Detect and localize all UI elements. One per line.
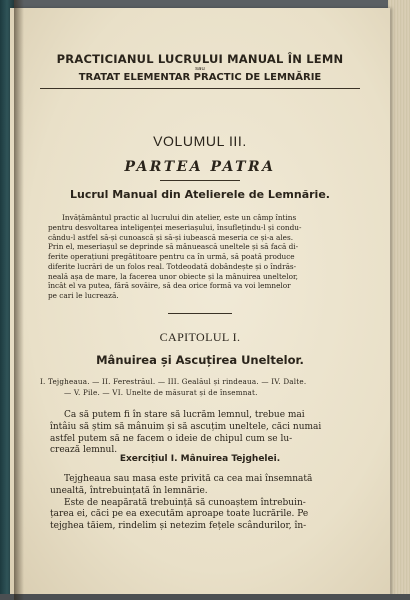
title-connector: sau xyxy=(195,66,205,72)
toc-line: I. Tejgheaua. — II. Ferestrăul. — III. Gealăul și rindeaua. — IV. Dalte. xyxy=(40,377,307,386)
book-subtitle: TRATAT ELEMENTAR PRACTIC DE LEMNĂRIE xyxy=(78,72,322,83)
intro-line: Invățământul practic al lucrului din atelier, este un câmp întins xyxy=(62,213,297,222)
chapter-title: Mânuirea și Ascuțirea Uneltelor. xyxy=(96,353,304,367)
volume-heading: VOLUMUL III. xyxy=(153,133,247,149)
intro-line: pentru desvoltarea inteligenței meseriașului, însuflețindu-l și condu- xyxy=(48,222,302,232)
book-title: PRACTICIANUL LUCRULUI MANUAL ÎN LEMN xyxy=(56,52,344,66)
chapter-line: întâiu să știm să mânuim și să ascuțim uneltele, căci numai xyxy=(50,421,322,432)
intro-line: Prin el, meseriașul se deprinde să mânuească uneltele și să facă di- xyxy=(48,242,299,252)
chapter-line: Ca să putem fi în stare să lucrăm lemnul, trebue mai xyxy=(64,410,305,420)
exercise-text xyxy=(50,474,370,533)
exercise-line: țarea ei, căci pe ea executăm aproape toate lucrările. Pe xyxy=(50,509,309,520)
binding-shadow xyxy=(14,0,24,600)
exercise-line: Tejgheaua sau masa este privită ca cea mai însemnată xyxy=(64,474,313,484)
book-page xyxy=(10,8,390,596)
part-title: Lucrul Manual din Atelierele de Lemnărie. xyxy=(70,188,330,201)
exercise-title: Exercițiul I. Mânuirea Tejghelei. xyxy=(119,454,281,464)
exercise-line: Este de neapărată trebuință să cunoaștem întrebuin- xyxy=(64,497,306,508)
chapter-line: crează lemnul. xyxy=(50,445,118,456)
intro-paragraph xyxy=(48,213,368,301)
chapter-intro xyxy=(50,410,370,457)
part-heading: PARTEA PATRA xyxy=(124,159,276,175)
table-surface xyxy=(0,594,410,600)
chapter-number: CAPITOLUL I. xyxy=(159,330,241,344)
toc-line: — V. Pile. — VI. Unelte de măsurat și de însemnat. xyxy=(64,388,258,397)
chapter-rule xyxy=(168,313,232,314)
intro-line: cându-l astfel să-și cunoască și să-și iubească meseria ce și-a ales. xyxy=(48,232,294,242)
page-edges xyxy=(388,0,410,600)
intro-line: ferite operațiuni pregătitoare pentru ca în urmă, să poată produce xyxy=(48,252,295,261)
intro-line: neală așa de mare, la facerea unor obiecte și la mânuirea uneltelor, xyxy=(48,271,298,281)
chapter-contents xyxy=(40,376,370,398)
part-rule xyxy=(160,180,240,181)
exercise-line: tejghea tăiem, rindelim și netezim fețele scândurilor, în- xyxy=(50,521,307,532)
exercise-line: unealtă, întrebuințată în lemnărie. xyxy=(50,485,208,496)
header-rule xyxy=(40,88,360,89)
chapter-line: astfel putem să ne facem o ideie de chipul cum se lu- xyxy=(50,433,293,444)
intro-line: diferite lucrări de un folos real. Totdeodată dobândește și o îndrăs- xyxy=(48,261,297,271)
intro-line: pe cari le lucrează. xyxy=(48,291,119,300)
intro-line: încât el va putea, fără sovăire, să dea orice formă va voi lemnelor xyxy=(48,281,291,291)
